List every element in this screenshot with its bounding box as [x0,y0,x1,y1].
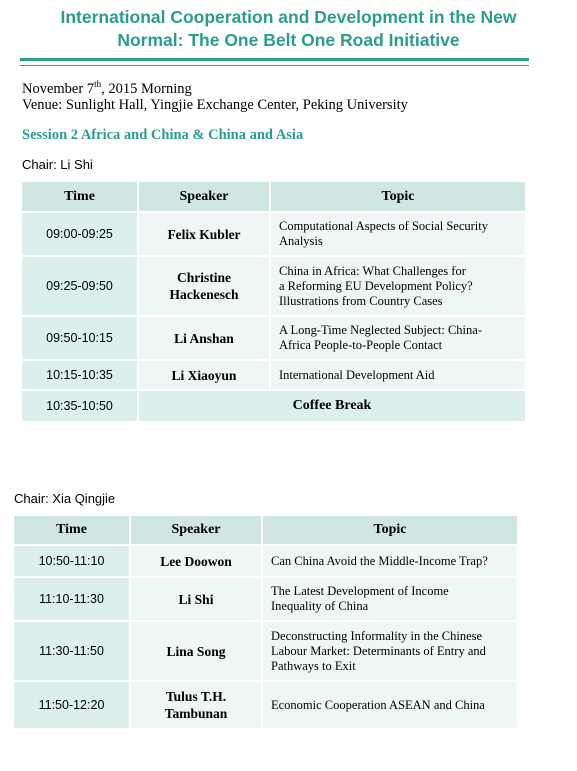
chair-label-1: Chair: Li Shi [22,157,93,172]
speaker-cell [131,578,263,622]
topic-line: The Latest Development of Income [271,584,449,598]
title-line-1: International Cooperation and Development in the New [60,7,517,27]
speaker-cell [139,317,271,361]
header-topic: Topic [271,182,527,213]
speaker-line: Lina Song [166,643,226,659]
speaker-line: Christine [177,270,231,285]
coffee-break-cell: Coffee Break [139,391,527,423]
topic-cell [271,361,527,391]
topic-line: Labour Market: Determinants of Entry and [271,643,486,658]
time-cell: 11:50-12:20 [14,682,131,730]
page-title [0,6,577,52]
date-line [22,79,192,98]
time-cell: 09:25-09:50 [22,257,139,317]
header-topic: Topic [263,516,519,546]
topic-cell [263,622,519,682]
table-row [22,317,527,361]
topic-line: Economic Cooperation ASEAN and China [271,697,485,712]
time-cell: 10:15-10:35 [22,361,139,391]
header-speaker: Speaker [139,182,271,213]
time-cell: 11:10-11:30 [14,578,131,622]
table-row [14,682,519,730]
break-row [22,391,527,423]
title-rule-thick [20,58,529,61]
topic-cell [271,317,527,361]
chair-label-2: Chair: Xia Qingjie [14,491,116,506]
speaker-line: Li Xiaoyun [171,367,237,383]
topic-cell [263,682,519,730]
title-rule-thin [20,65,529,66]
speaker-cell [131,622,263,682]
topic-line: A Long-Time Neglected Subject: China- [279,323,482,337]
topic-line: China in Africa: What Challenges for [279,263,466,278]
topic-line: a Reforming EU Development Policy? [279,278,473,293]
topic-line: Can China Avoid the Middle-Income Trap? [271,553,488,568]
topic-line: Inequality of China [271,599,369,613]
time-cell: 10:50-11:10 [14,546,131,578]
topic-cell [263,578,519,622]
speaker-line: Felix Kubler [167,226,241,242]
speaker-line: Li Shi [178,591,214,607]
speaker-line: Tambunan [164,706,228,721]
topic-cell [271,257,527,317]
table-row [22,213,527,257]
session-heading: Session 2 Africa and China & China and Asia [22,127,304,143]
topic-cell [271,213,527,257]
time-cell: 11:30-11:50 [14,622,131,682]
speaker-cell [139,361,271,391]
topic-line: Analysis [279,234,323,248]
speaker-cell [131,546,263,578]
header-time: Time [14,516,131,546]
time-cell: 10:35-10:50 [22,391,139,423]
title-line-2: Normal: The One Belt One Road Initiative [117,30,460,50]
topic-cell [263,546,519,578]
topic-line: International Development Aid [279,367,435,382]
table-row [14,622,519,682]
topic-line: Computational Aspects of Social Security [279,219,488,233]
date-text: November 7 [22,80,95,97]
speaker-cell [131,682,263,730]
time-cell: 09:50-10:15 [22,317,139,361]
topic-line: Illustrations from Country Cases [279,293,443,308]
table-row [14,546,519,578]
speaker-cell [139,213,271,257]
speaker-cell [139,257,271,317]
speaker-line: Li Anshan [174,330,234,346]
header-speaker: Speaker [131,516,263,546]
schedule-table-1 [22,182,527,423]
topic-line: Deconstructing Informality in the Chinese [271,628,483,643]
header-time: Time [22,182,139,213]
table-row [22,361,527,391]
schedule-table-2 [14,516,519,730]
speaker-line: Tulus T.H. [165,689,227,704]
speaker-line: Hackenesch [169,287,239,302]
date-rest: , 2015 Morning [101,80,192,97]
table-row [22,257,527,317]
topic-line: Africa People-to-People Contact [279,338,443,352]
venue-line: Venue: Sunlight Hall, Yingjie Exchange Center, Peking University [22,97,408,113]
table-row [14,578,519,622]
topic-line: Pathways to Exit [271,658,356,673]
speaker-line: Lee Doowon [160,553,232,569]
time-cell: 09:00-09:25 [22,213,139,257]
date-ordinal: th [94,79,102,89]
